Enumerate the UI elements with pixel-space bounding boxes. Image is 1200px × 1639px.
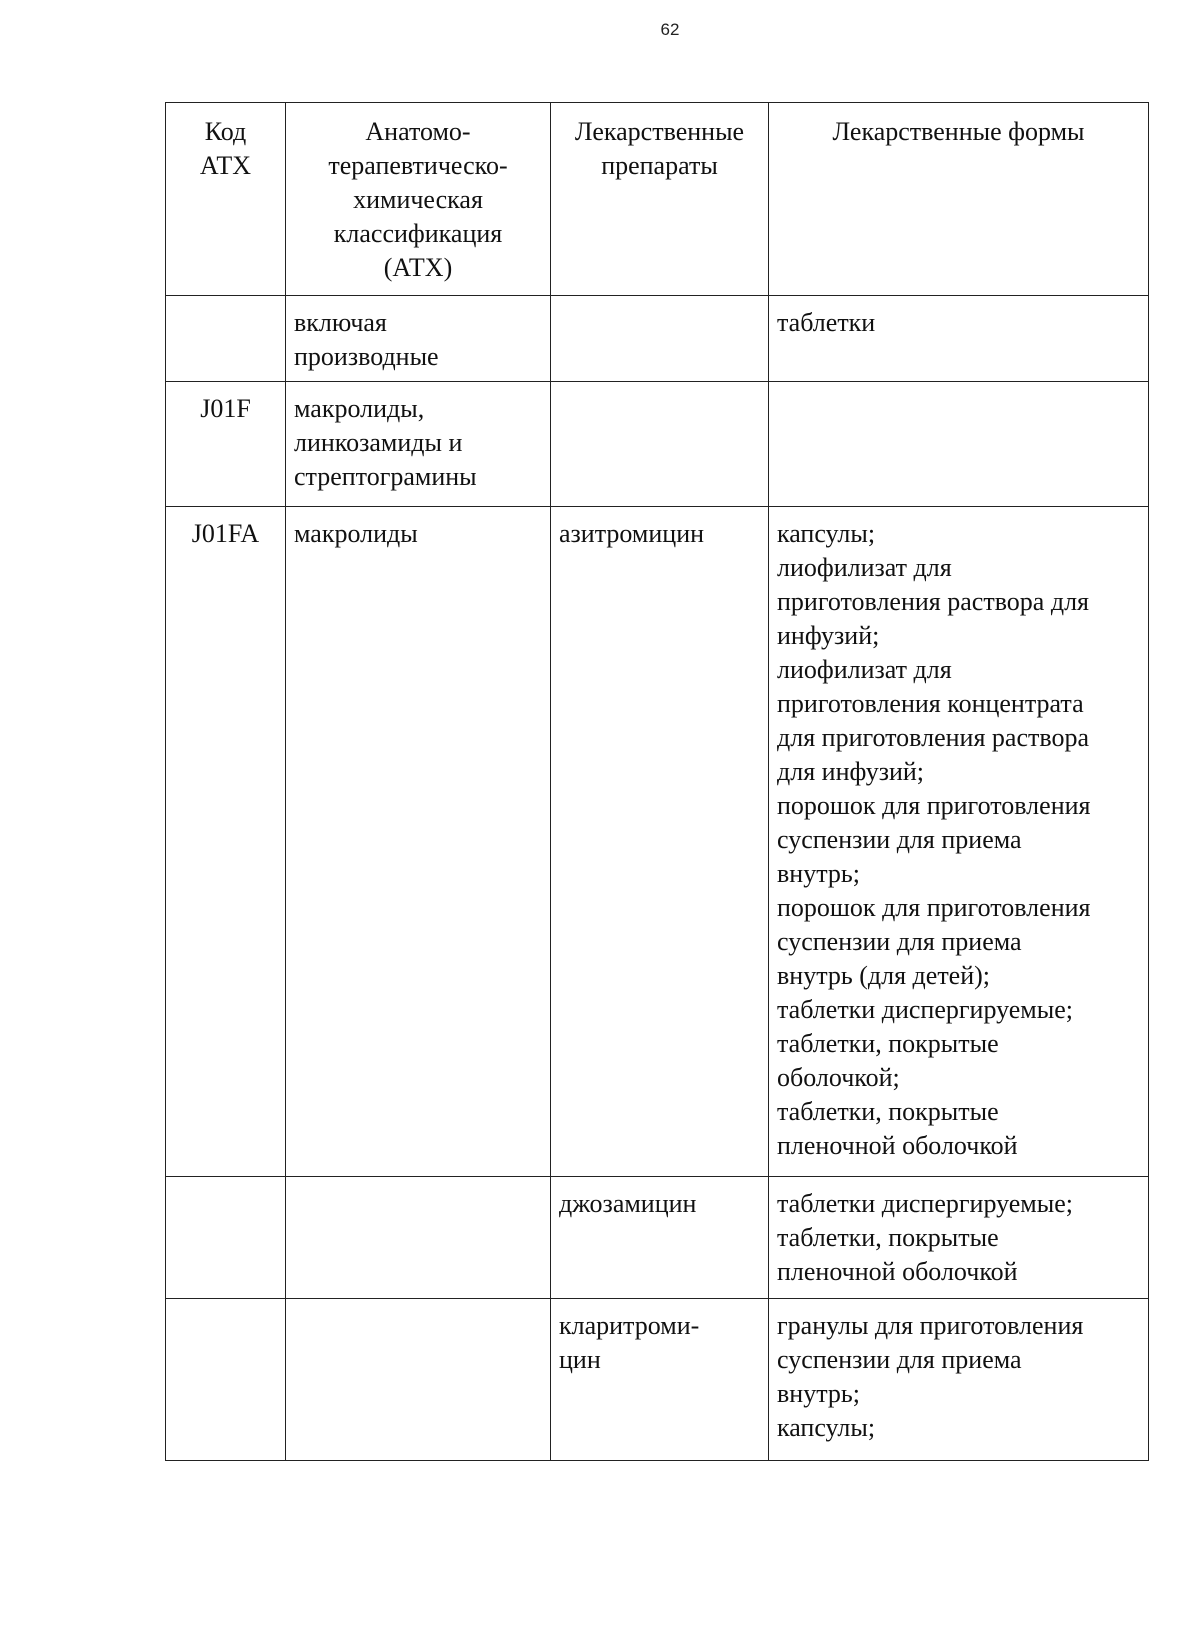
atx-drug-table bbox=[165, 102, 1149, 1461]
cell-atx-code bbox=[166, 1177, 286, 1299]
cell-atx-code: J01F bbox=[166, 382, 286, 507]
table-row bbox=[166, 1177, 1149, 1299]
header-atx-classification: Анатомо- терапевтическо- химическая классификация (АТХ) bbox=[286, 103, 551, 296]
header-drugs: Лекарственные препараты bbox=[551, 103, 769, 296]
header-dosage-forms: Лекарственные формы bbox=[769, 103, 1149, 296]
cell-atx-code bbox=[166, 1299, 286, 1461]
cell-drug: джозамицин bbox=[551, 1177, 769, 1299]
cell-drug bbox=[551, 382, 769, 507]
cell-atx-code bbox=[166, 296, 286, 382]
table-row bbox=[166, 1299, 1149, 1461]
table-row bbox=[166, 507, 1149, 1177]
cell-dosage-forms: капсулы; лиофилизат для приготовления раствора для инфузий; лиофилизат для приготовления концентрата для приготовления раствора для инфузий; порошок для приготовления суспензии для приема внутрь; порошок для приготовления суспензии для приема внутрь (для детей); таблетки диспергируемые; таблетки, покрытые оболочкой; таблетки, покрытые пленочной оболочкой bbox=[769, 507, 1149, 1177]
table-header-row bbox=[166, 103, 1149, 296]
cell-drug: азитромицин bbox=[551, 507, 769, 1177]
cell-classification bbox=[286, 1177, 551, 1299]
cell-drug: кларитроми- цин bbox=[551, 1299, 769, 1461]
cell-dosage-forms: таблетки bbox=[769, 296, 1149, 382]
cell-dosage-forms: таблетки диспергируемые; таблетки, покрытые пленочной оболочкой bbox=[769, 1177, 1149, 1299]
cell-classification: макролиды, линкозамиды и стрептограмины bbox=[286, 382, 551, 507]
cell-drug bbox=[551, 296, 769, 382]
cell-dosage-forms bbox=[769, 382, 1149, 507]
cell-classification bbox=[286, 1299, 551, 1461]
table-row bbox=[166, 382, 1149, 507]
cell-dosage-forms: гранулы для приготовления суспензии для приема внутрь; капсулы; bbox=[769, 1299, 1149, 1461]
page-number: 62 bbox=[660, 20, 680, 39]
cell-classification: включая производные bbox=[286, 296, 551, 382]
header-atx-code: Код АТХ bbox=[166, 103, 286, 296]
table-row bbox=[166, 296, 1149, 382]
cell-atx-code: J01FA bbox=[166, 507, 286, 1177]
cell-classification: макролиды bbox=[286, 507, 551, 1177]
